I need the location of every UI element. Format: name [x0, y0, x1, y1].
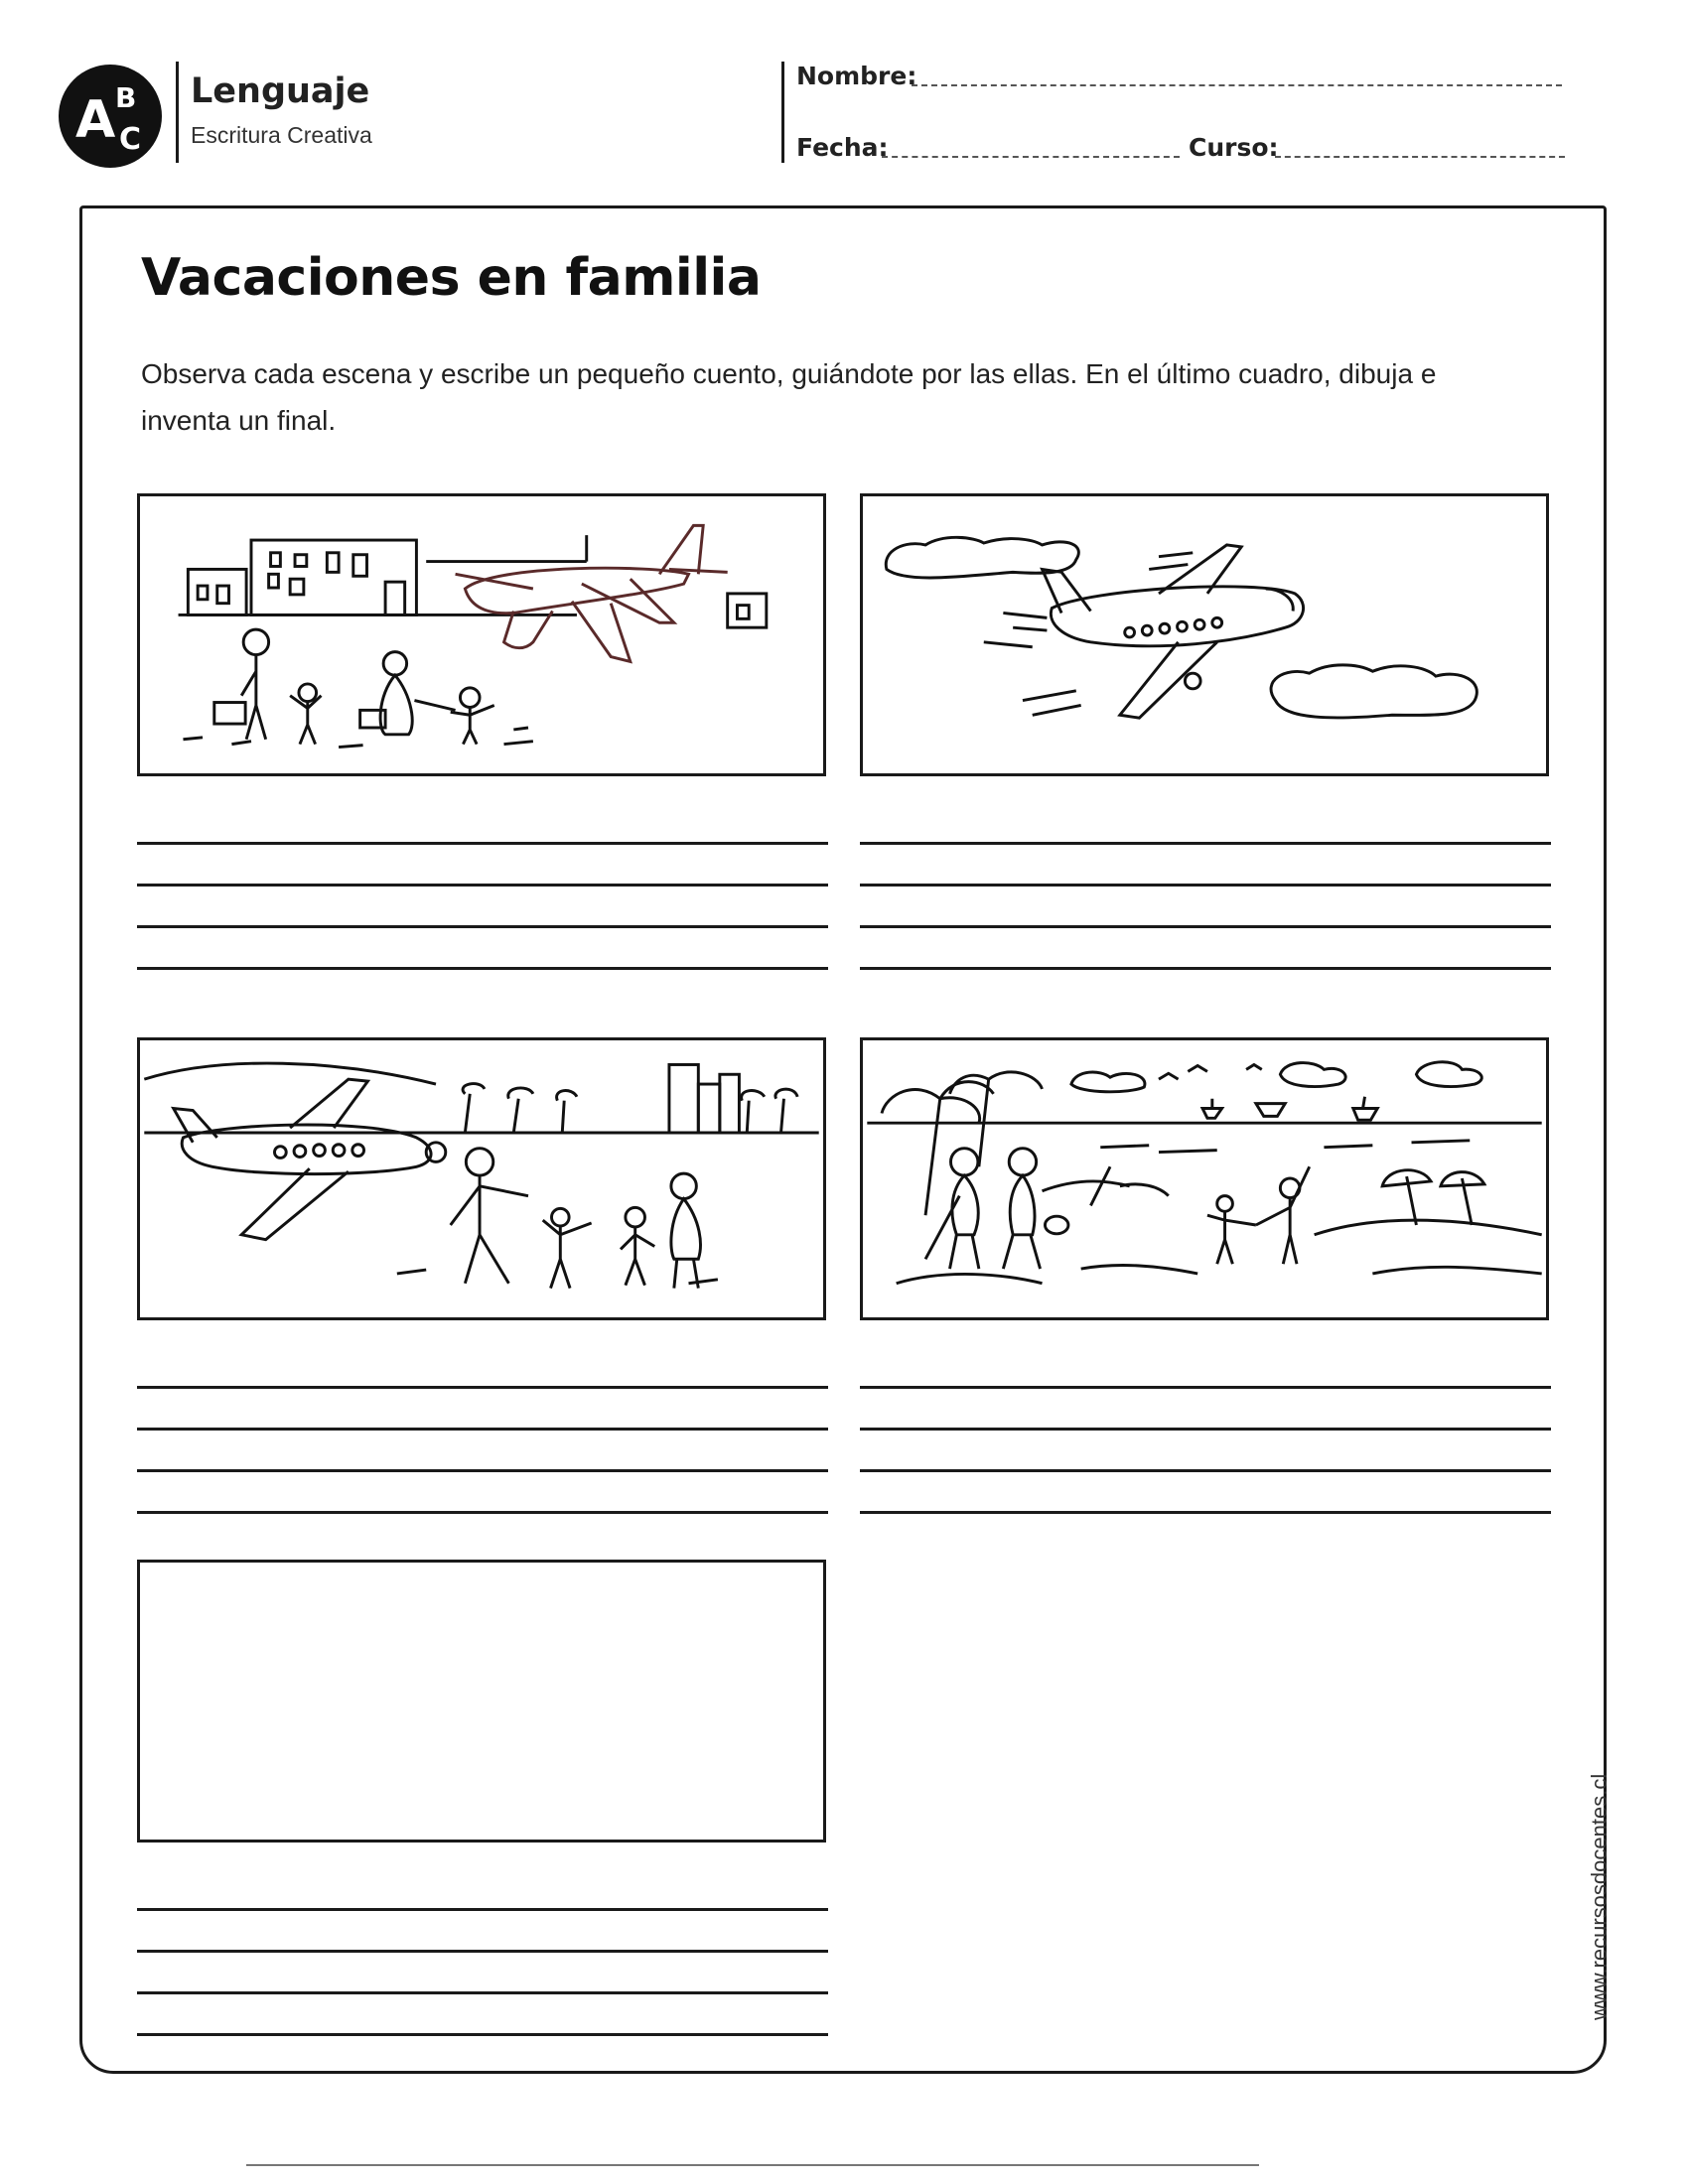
website-watermark: www.recursosdocentes.cl [1587, 1773, 1612, 2020]
worksheet-title: Vacaciones en familia [141, 248, 762, 308]
svg-text:B: B [115, 81, 137, 114]
date-field[interactable] [882, 156, 1180, 158]
name-label: Nombre: [796, 62, 917, 90]
scene-panel-2 [860, 493, 1549, 776]
scene-panel-1 [137, 493, 826, 776]
writing-line[interactable] [860, 1386, 1551, 1389]
writing-line[interactable] [860, 884, 1551, 887]
date-label: Fecha: [796, 133, 889, 162]
subject-subtitle: Escritura Creativa [191, 122, 372, 148]
writing-line[interactable] [860, 1511, 1551, 1514]
writing-line[interactable] [137, 1950, 828, 1953]
writing-line[interactable] [137, 925, 828, 928]
beach-scene-icon [863, 1040, 1546, 1317]
writing-line[interactable] [137, 1511, 828, 1514]
writing-line[interactable] [860, 1469, 1551, 1472]
footer-divider [246, 2164, 1259, 2166]
svg-text:C: C [119, 122, 142, 157]
drawing-box[interactable] [137, 1560, 826, 1843]
airport-departure-icon [140, 496, 823, 773]
worksheet-instructions: Observa cada escena y escribe un pequeño cuento, guiándote por las ellas. En el último cuadro, dibuja e inventa un final. [141, 358, 1437, 436]
name-field[interactable] [912, 84, 1562, 86]
writing-line[interactable] [860, 1428, 1551, 1431]
fields-divider [781, 62, 784, 163]
writing-line[interactable] [137, 884, 828, 887]
writing-line[interactable] [860, 842, 1551, 845]
writing-line[interactable] [137, 1386, 828, 1389]
writing-line[interactable] [860, 925, 1551, 928]
abc-logo-icon [58, 64, 163, 169]
writing-line[interactable] [137, 2033, 828, 2036]
subject-title: Lenguaje [191, 71, 370, 111]
airplane-flying-icon [863, 496, 1546, 773]
writing-line[interactable] [137, 1469, 828, 1472]
course-field[interactable] [1275, 156, 1565, 158]
writing-line[interactable] [137, 1908, 828, 1911]
writing-line[interactable] [860, 967, 1551, 970]
header-divider [176, 62, 179, 163]
scene-panel-4 [860, 1037, 1549, 1320]
writing-line[interactable] [137, 967, 828, 970]
scene-panel-3 [137, 1037, 826, 1320]
airplane-arrival-icon [140, 1040, 823, 1317]
writing-line[interactable] [137, 1991, 828, 1994]
course-label: Curso: [1189, 133, 1279, 162]
writing-line[interactable] [137, 1428, 828, 1431]
svg-text:A: A [75, 90, 116, 150]
writing-line[interactable] [137, 842, 828, 845]
